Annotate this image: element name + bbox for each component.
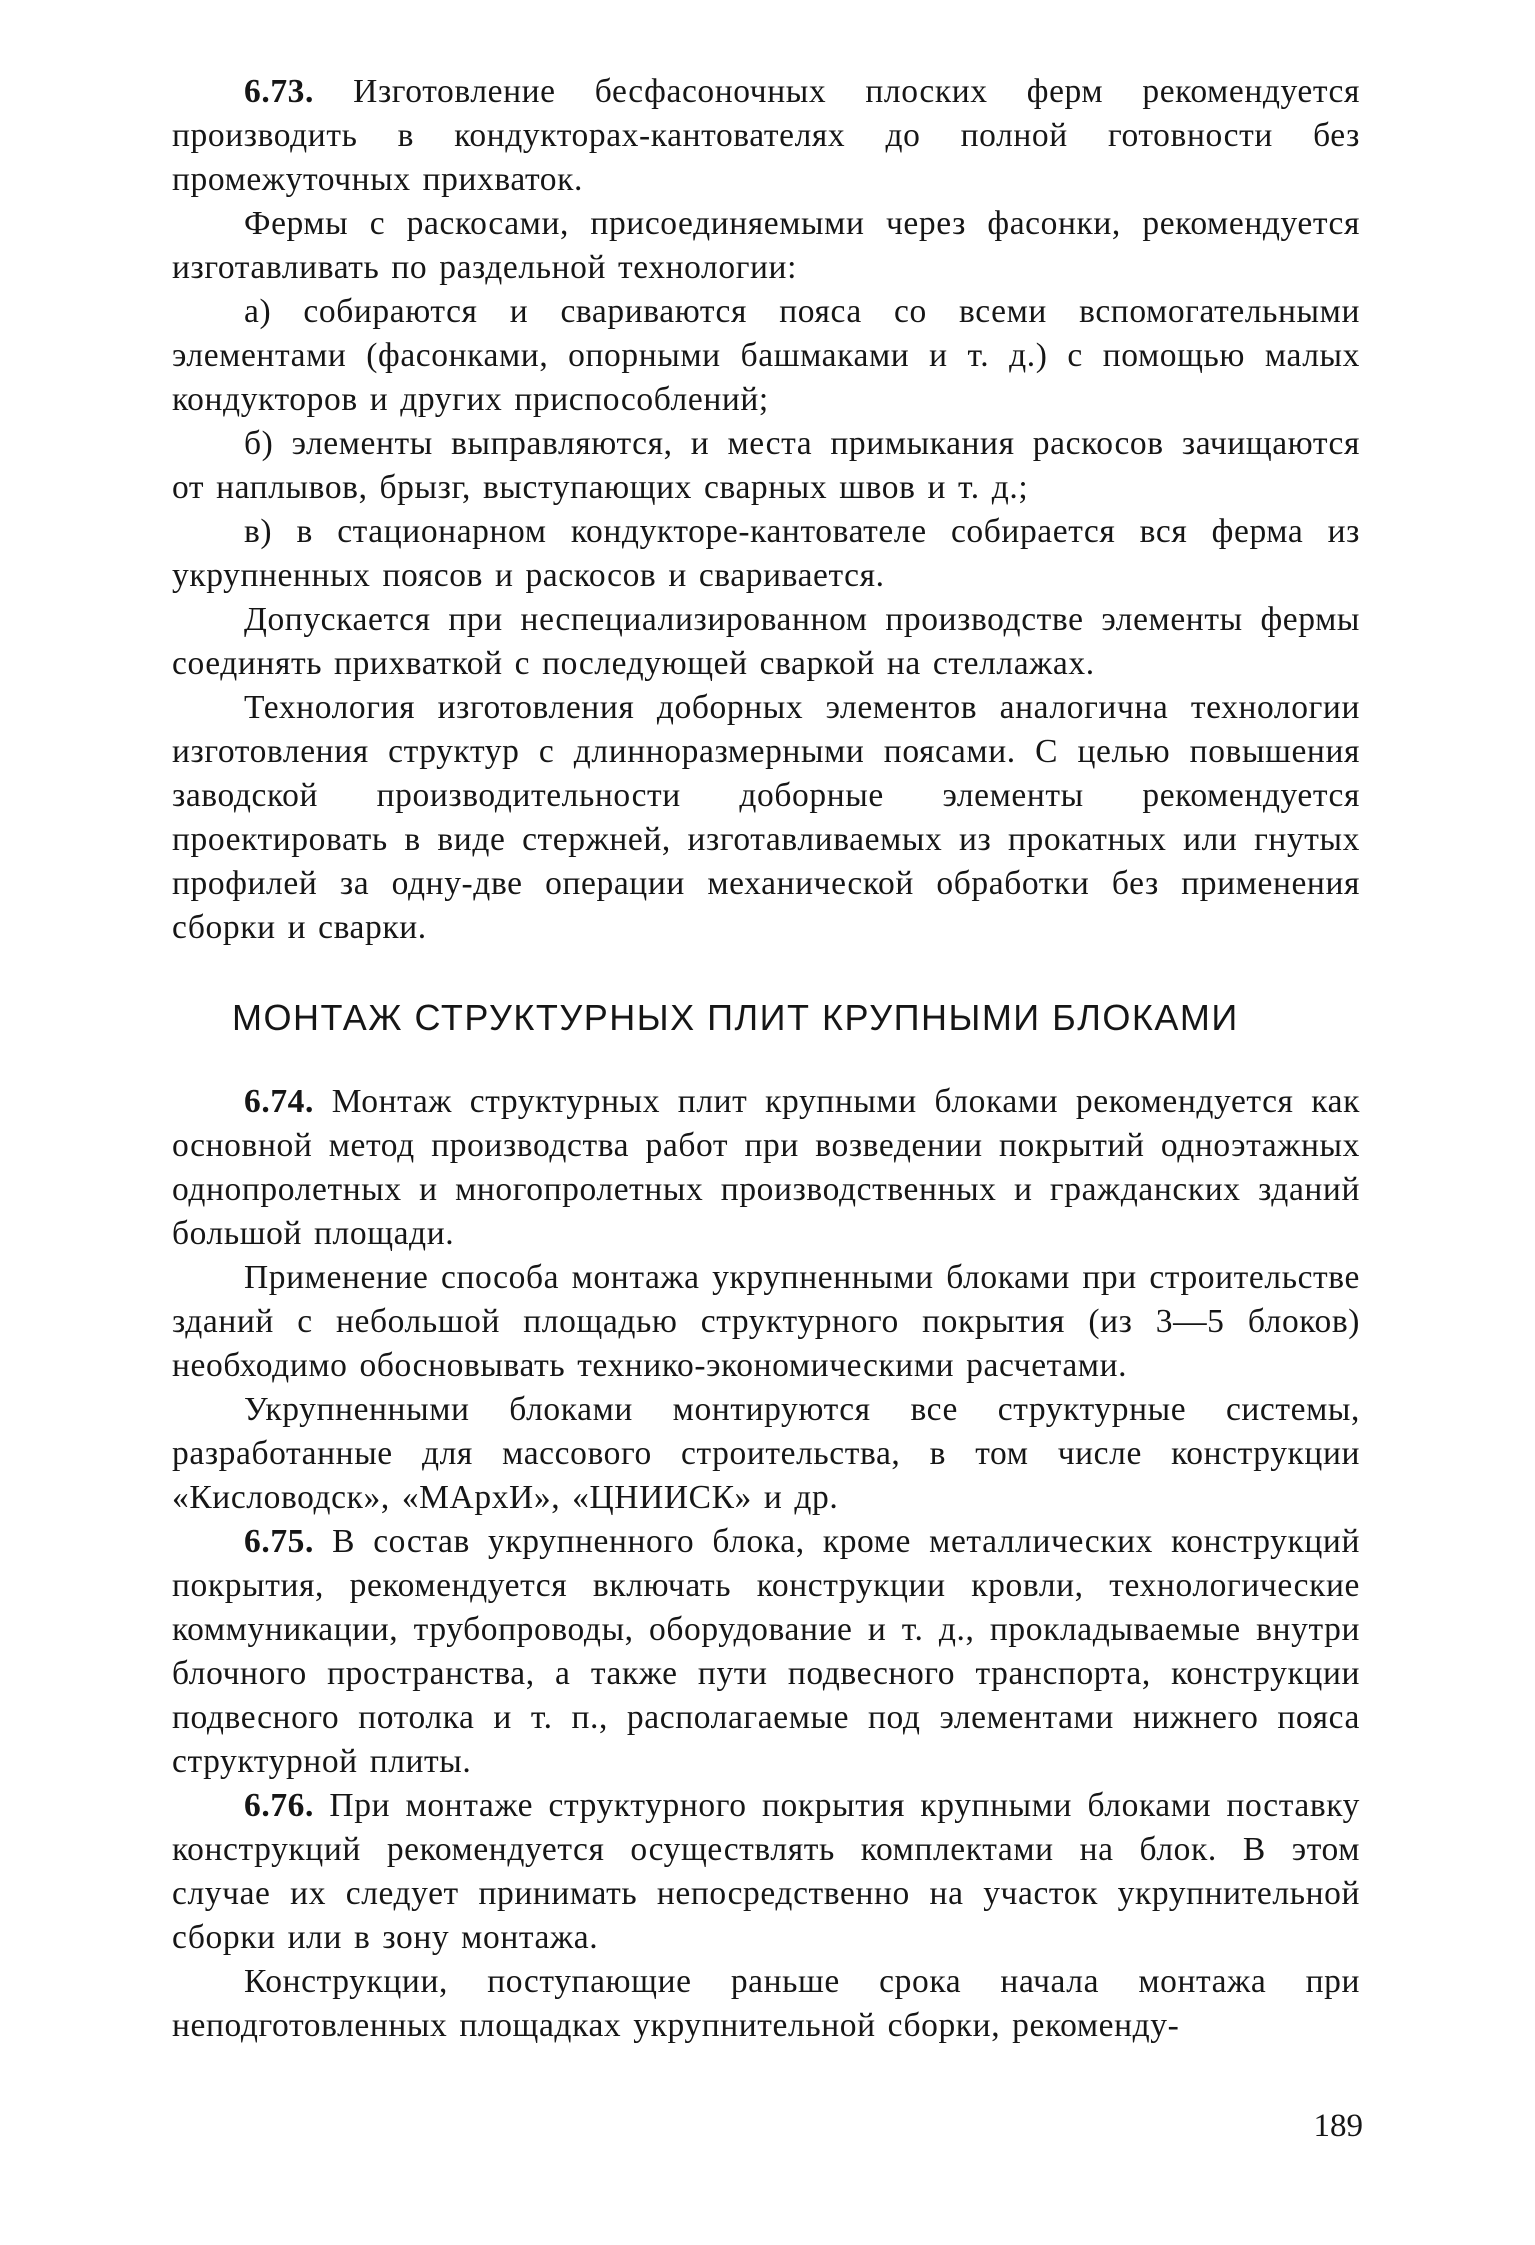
paragraph	[172, 598, 1360, 686]
paragraph-6-76	[172, 1784, 1360, 1960]
clause-number: 6.75.	[244, 1523, 314, 1560]
paragraph-text: Изготовление бесфасоночных плоских ферм рекомендуется производить в кондукторах-кантователях до полной готовности без промежуточных прихваток.	[172, 73, 1360, 198]
section-heading: МОНТАЖ СТРУКТУРНЫХ ПЛИТ КРУПНЫМИ БЛОКАМИ	[232, 997, 1239, 1038]
paragraph-text: Допускается при неспециализированном производстве элементы фермы соединять прихваткой с последующей сваркой на стеллажах.	[172, 601, 1360, 682]
section-fabrication	[172, 70, 1360, 950]
paragraph-6-75	[172, 1520, 1360, 1784]
list-item-v	[172, 510, 1360, 598]
paragraph-text: В состав укрупненного блока, кроме металлических конструкций покрытия, рекомендуется включать конструкции кровли, технологические коммуникации, трубопроводы, оборудование и т. д., прокладываемые внутри блочного пространства, а также пути подвесного транспорта, конструкции подвесного потолка и т. п., располагаемые под элементами нижнего пояса структурной плиты.	[172, 1523, 1360, 1780]
paragraph	[172, 1960, 1360, 2048]
section-assembly	[172, 1080, 1360, 2048]
paragraph-text: Технология изготовления доборных элементов аналогична технологии изготовления структур с длинноразмерными поясами. С целью повышения заводской производительности доборные элементы рекомендуется проектировать в виде стержней, изготавливаемых из прокатных или гнутых профилей за одну-две операции механической обработки без применения сборки и сварки.	[172, 689, 1360, 946]
paragraph-text: Укрупненными блоками монтируются все структурные системы, разработанные для массового строительства, в том числе конструкции «Кисловодск», «МАрхИ», «ЦНИИСК» и др.	[172, 1391, 1360, 1516]
paragraph-text: Конструкции, поступающие раньше срока начала монтажа при неподготовленных площадках укрупнительной сборки, рекоменду-	[172, 1963, 1360, 2044]
paragraph-text: Монтаж структурных плит крупными блоками рекомендуется как основной метод производства работ при возведении покрытий одноэтажных однопролетных и многопролетных производственных и гражданских зданий большой площади.	[172, 1083, 1360, 1252]
list-item-b	[172, 422, 1360, 510]
paragraph	[172, 1256, 1360, 1388]
paragraph-text: Применение способа монтажа укрупненными блоками при строительстве зданий с небольшой площадью структурного покрытия (из 3—5 блоков) необходимо обосновывать технико-экономическими расчетами.	[172, 1259, 1360, 1384]
clause-number: 6.73.	[244, 73, 314, 110]
paragraph-text: в) в стационарном кондукторе-кантователе собирается вся ферма из укрупненных поясов и раскосов и сваривается.	[172, 513, 1360, 594]
paragraph	[172, 202, 1360, 290]
paragraph-text: Фермы с раскосами, присоединяемыми через фасонки, рекомендуется изготавливать по раздельной технологии:	[172, 205, 1360, 286]
paragraph-text: При монтаже структурного покрытия крупными блоками поставку конструкций рекомендуется осуществлять комплектами на блок. В этом случае их следует принимать непосредственно на участок укрупнительной сборки или в зону монтажа.	[172, 1787, 1360, 1956]
page-number: 189	[1313, 2108, 1363, 2144]
clause-number: 6.74.	[244, 1083, 314, 1120]
page-body	[172, 70, 1360, 2048]
paragraph-text: б) элементы выправляются, и места примыкания раскосов зачищаются от наплывов, брызг, выступающих сварных швов и т. д.;	[172, 425, 1360, 506]
paragraph-6-74	[172, 1080, 1360, 1256]
paragraph-text: а) собираются и свариваются пояса со всеми вспомогательными элементами (фасонками, опорными башмаками и т. д.) с помощью малых кондукторов и других приспособлений;	[172, 293, 1360, 418]
paragraph	[172, 686, 1360, 950]
clause-number: 6.76.	[244, 1787, 314, 1824]
paragraph-6-73	[172, 70, 1360, 202]
list-item-a	[172, 290, 1360, 422]
paragraph	[172, 1388, 1360, 1520]
